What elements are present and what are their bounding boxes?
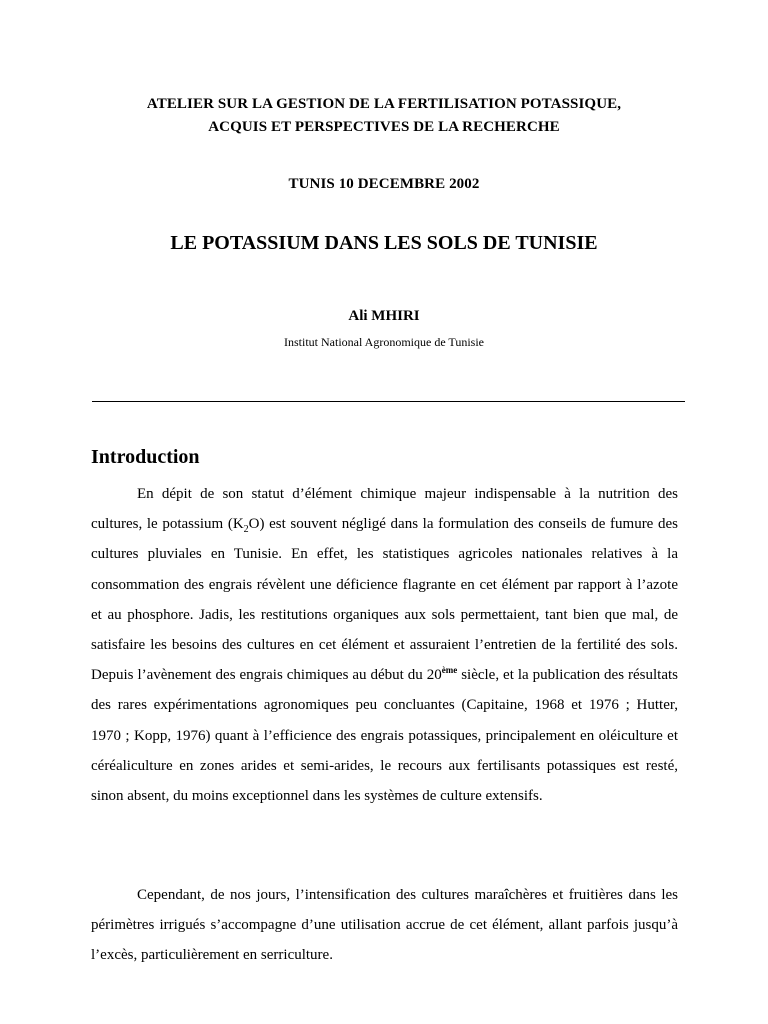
subscript: 2 bbox=[243, 524, 249, 536]
horizontal-divider bbox=[92, 401, 685, 402]
intro-paragraph-1 bbox=[91, 479, 678, 811]
paragraph-text: En dépit de son statut d’élément chimique majeur indispensable à la nutrition des cultures, le potassium (K bbox=[91, 486, 678, 533]
workshop-title-line-2: ACQUIS ET PERSPECTIVES DE LA RECHERCHE bbox=[208, 119, 560, 135]
author-affiliation: Institut National Agronomique de Tunisie bbox=[284, 335, 484, 349]
paper-title: LE POTASSIUM DANS LES SOLS DE TUNISIE bbox=[170, 232, 598, 254]
workshop-date: TUNIS 10 DECEMBRE 2002 bbox=[288, 176, 480, 192]
intro-paragraph-2: Cependant, de nos jours, l’intensification des cultures maraîchères et fruitières dans les périmètres irrigués s’accompagne d’une utilisation accrue de cet élément, allant parfois jusqu’à l’excès, particulièrement en serriculture. bbox=[91, 887, 678, 964]
paragraph-text: O) est souvent négligé dans la formulation des conseils de fumure des cultures pluviales en Tunisie. En effet, les statistiques agricoles nationales relatives à la consommation des engrais révèlent une déficience flagrante en cet élément par rapport à l’azote et au phosphore. Jadis, les restitutions organiques aux sols permettaient, tant bien que mal, de satisfaire les besoins des cultures en cet élément et assuraient l’entretien de la fertilité des sols. Depuis l’avènement des engrais chimiques au début du 20 bbox=[91, 516, 678, 684]
workshop-title-line-1: ATELIER SUR LA GESTION DE LA FERTILISATION POTASSIQUE, bbox=[146, 96, 622, 112]
paragraph-text: siècle, et la publication des résultats des rares expérimentations agronomiques peu concluantes (Capitaine, 1968 et 1976 ; Hutter, 1970 ; Kopp, 1976) quant à l’efficience des engrais potassiques, principalement en oléiculture et céréaliculture en zones arides et semi-arides, le recours aux fertilisants potassiques est resté, sinon absent, du moins exceptionnel dans les systèmes de culture extensifs. bbox=[91, 667, 678, 805]
section-heading: Introduction bbox=[91, 446, 200, 468]
superscript: ème bbox=[441, 665, 458, 676]
author-name: Ali MHIRI bbox=[348, 308, 420, 324]
